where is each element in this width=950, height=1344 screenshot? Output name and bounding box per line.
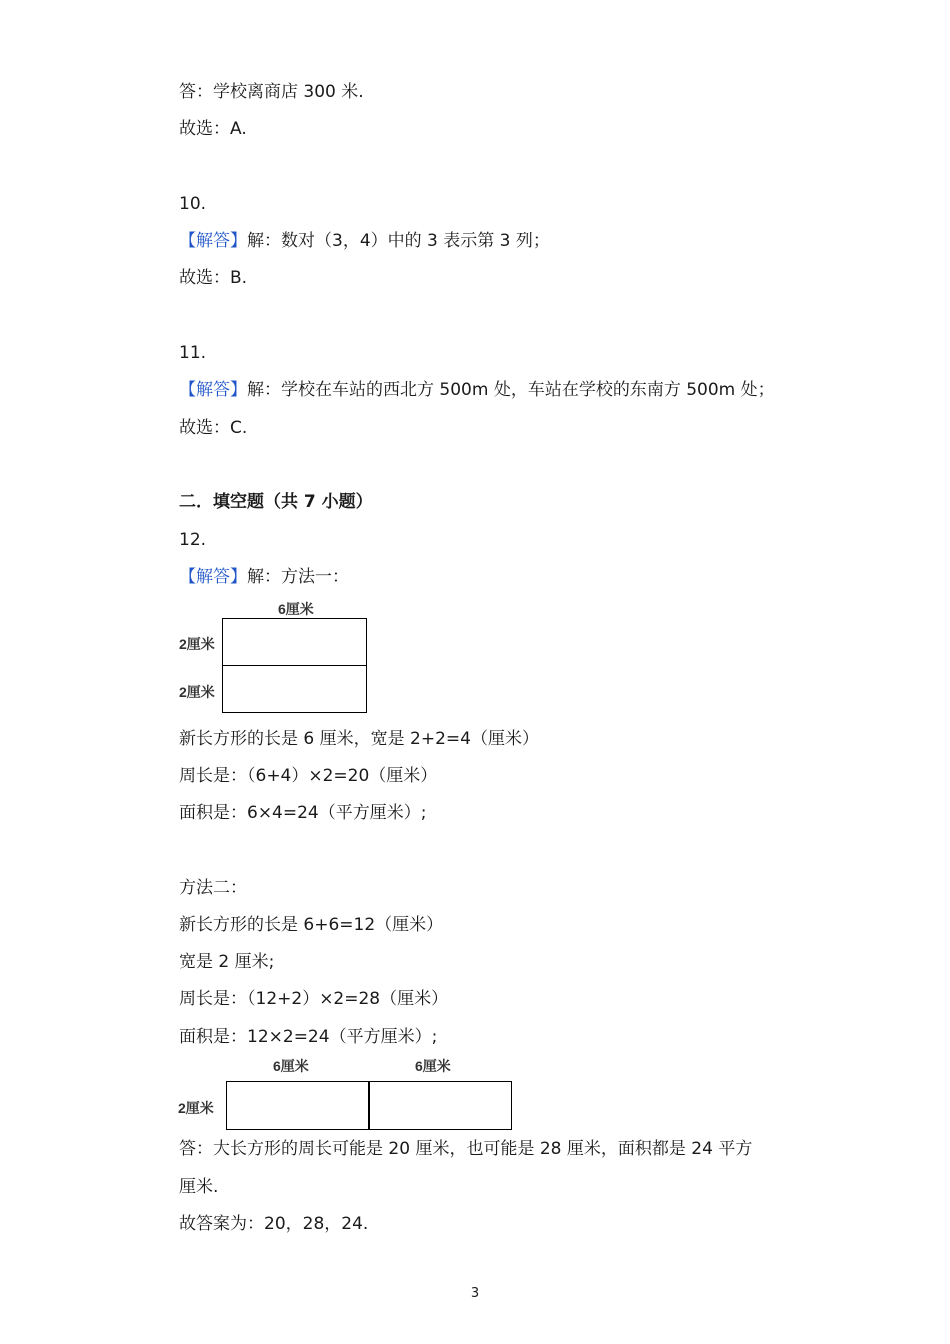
q12-answer-line2: 厘米. [179,1177,219,1197]
fig2-top-label-2: 6厘米 [415,1058,451,1074]
q9-choice: 故选：A. [179,119,247,139]
fig1-rect-top [222,618,367,666]
q11-tag: 【解答】 [179,380,247,400]
m1-line2: 周长是：（6+4）×2=20（厘米） [179,766,438,786]
m2-line4: 面积是：12×2=24（平方厘米）; [179,1027,438,1047]
fig2-rect-left [226,1081,370,1130]
figure-method-two [175,1053,520,1133]
q10-number: 10. [179,194,207,214]
q12-intro-text: 解：方法一： [247,567,349,587]
q11-solution-text: 解：学校在车站的西北方 500m 处，车站在学校的东南方 500m 处； [247,380,775,400]
q12-intro [179,566,349,588]
q10-tag: 【解答】 [179,231,247,251]
m1-line3: 面积是：6×4=24（平方厘米）; [179,803,427,823]
section-heading: 二．填空题（共 7 小题） [179,492,373,512]
q12-tag: 【解答】 [179,567,247,587]
m1-line1: 新长方形的长是 6 厘米，宽是 2+2=4（厘米） [179,729,539,749]
q12-answer-line1: 答：大长方形的周长可能是 20 厘米，也可能是 28 厘米，面积都是 24 平方 [179,1139,753,1159]
fig1-rect-bottom [222,665,367,713]
q12-final: 故答案为：20，28，24. [179,1214,369,1234]
fig2-rect-right [368,1081,512,1130]
page-number: 3 [470,1286,480,1301]
fig1-left-label-2: 2厘米 [179,684,215,700]
q9-answer: 答：学校离商店 300 米. [179,82,364,102]
q10-choice: 故选：B. [179,268,248,288]
fig2-left-label: 2厘米 [178,1100,214,1116]
fig2-top-label-1: 6厘米 [273,1058,309,1074]
m2-line2: 宽是 2 厘米; [179,952,275,972]
fig1-top-label: 6厘米 [278,601,314,617]
q12-number: 12. [179,530,207,550]
m2-title: 方法二： [179,878,247,898]
q10-solution [179,230,550,252]
q10-solution-text: 解：数对（3，4）中的 3 表示第 3 列； [247,231,550,251]
fig1-left-label-1: 2厘米 [179,636,215,652]
figure-method-one [175,596,375,718]
q11-choice: 故选：C. [179,418,248,438]
m2-line3: 周长是：（12+2）×2=28（厘米） [179,989,449,1009]
q11-number: 11. [179,343,207,363]
q11-solution [179,379,775,401]
m2-line1: 新长方形的长是 6+6=12（厘米） [179,915,444,935]
